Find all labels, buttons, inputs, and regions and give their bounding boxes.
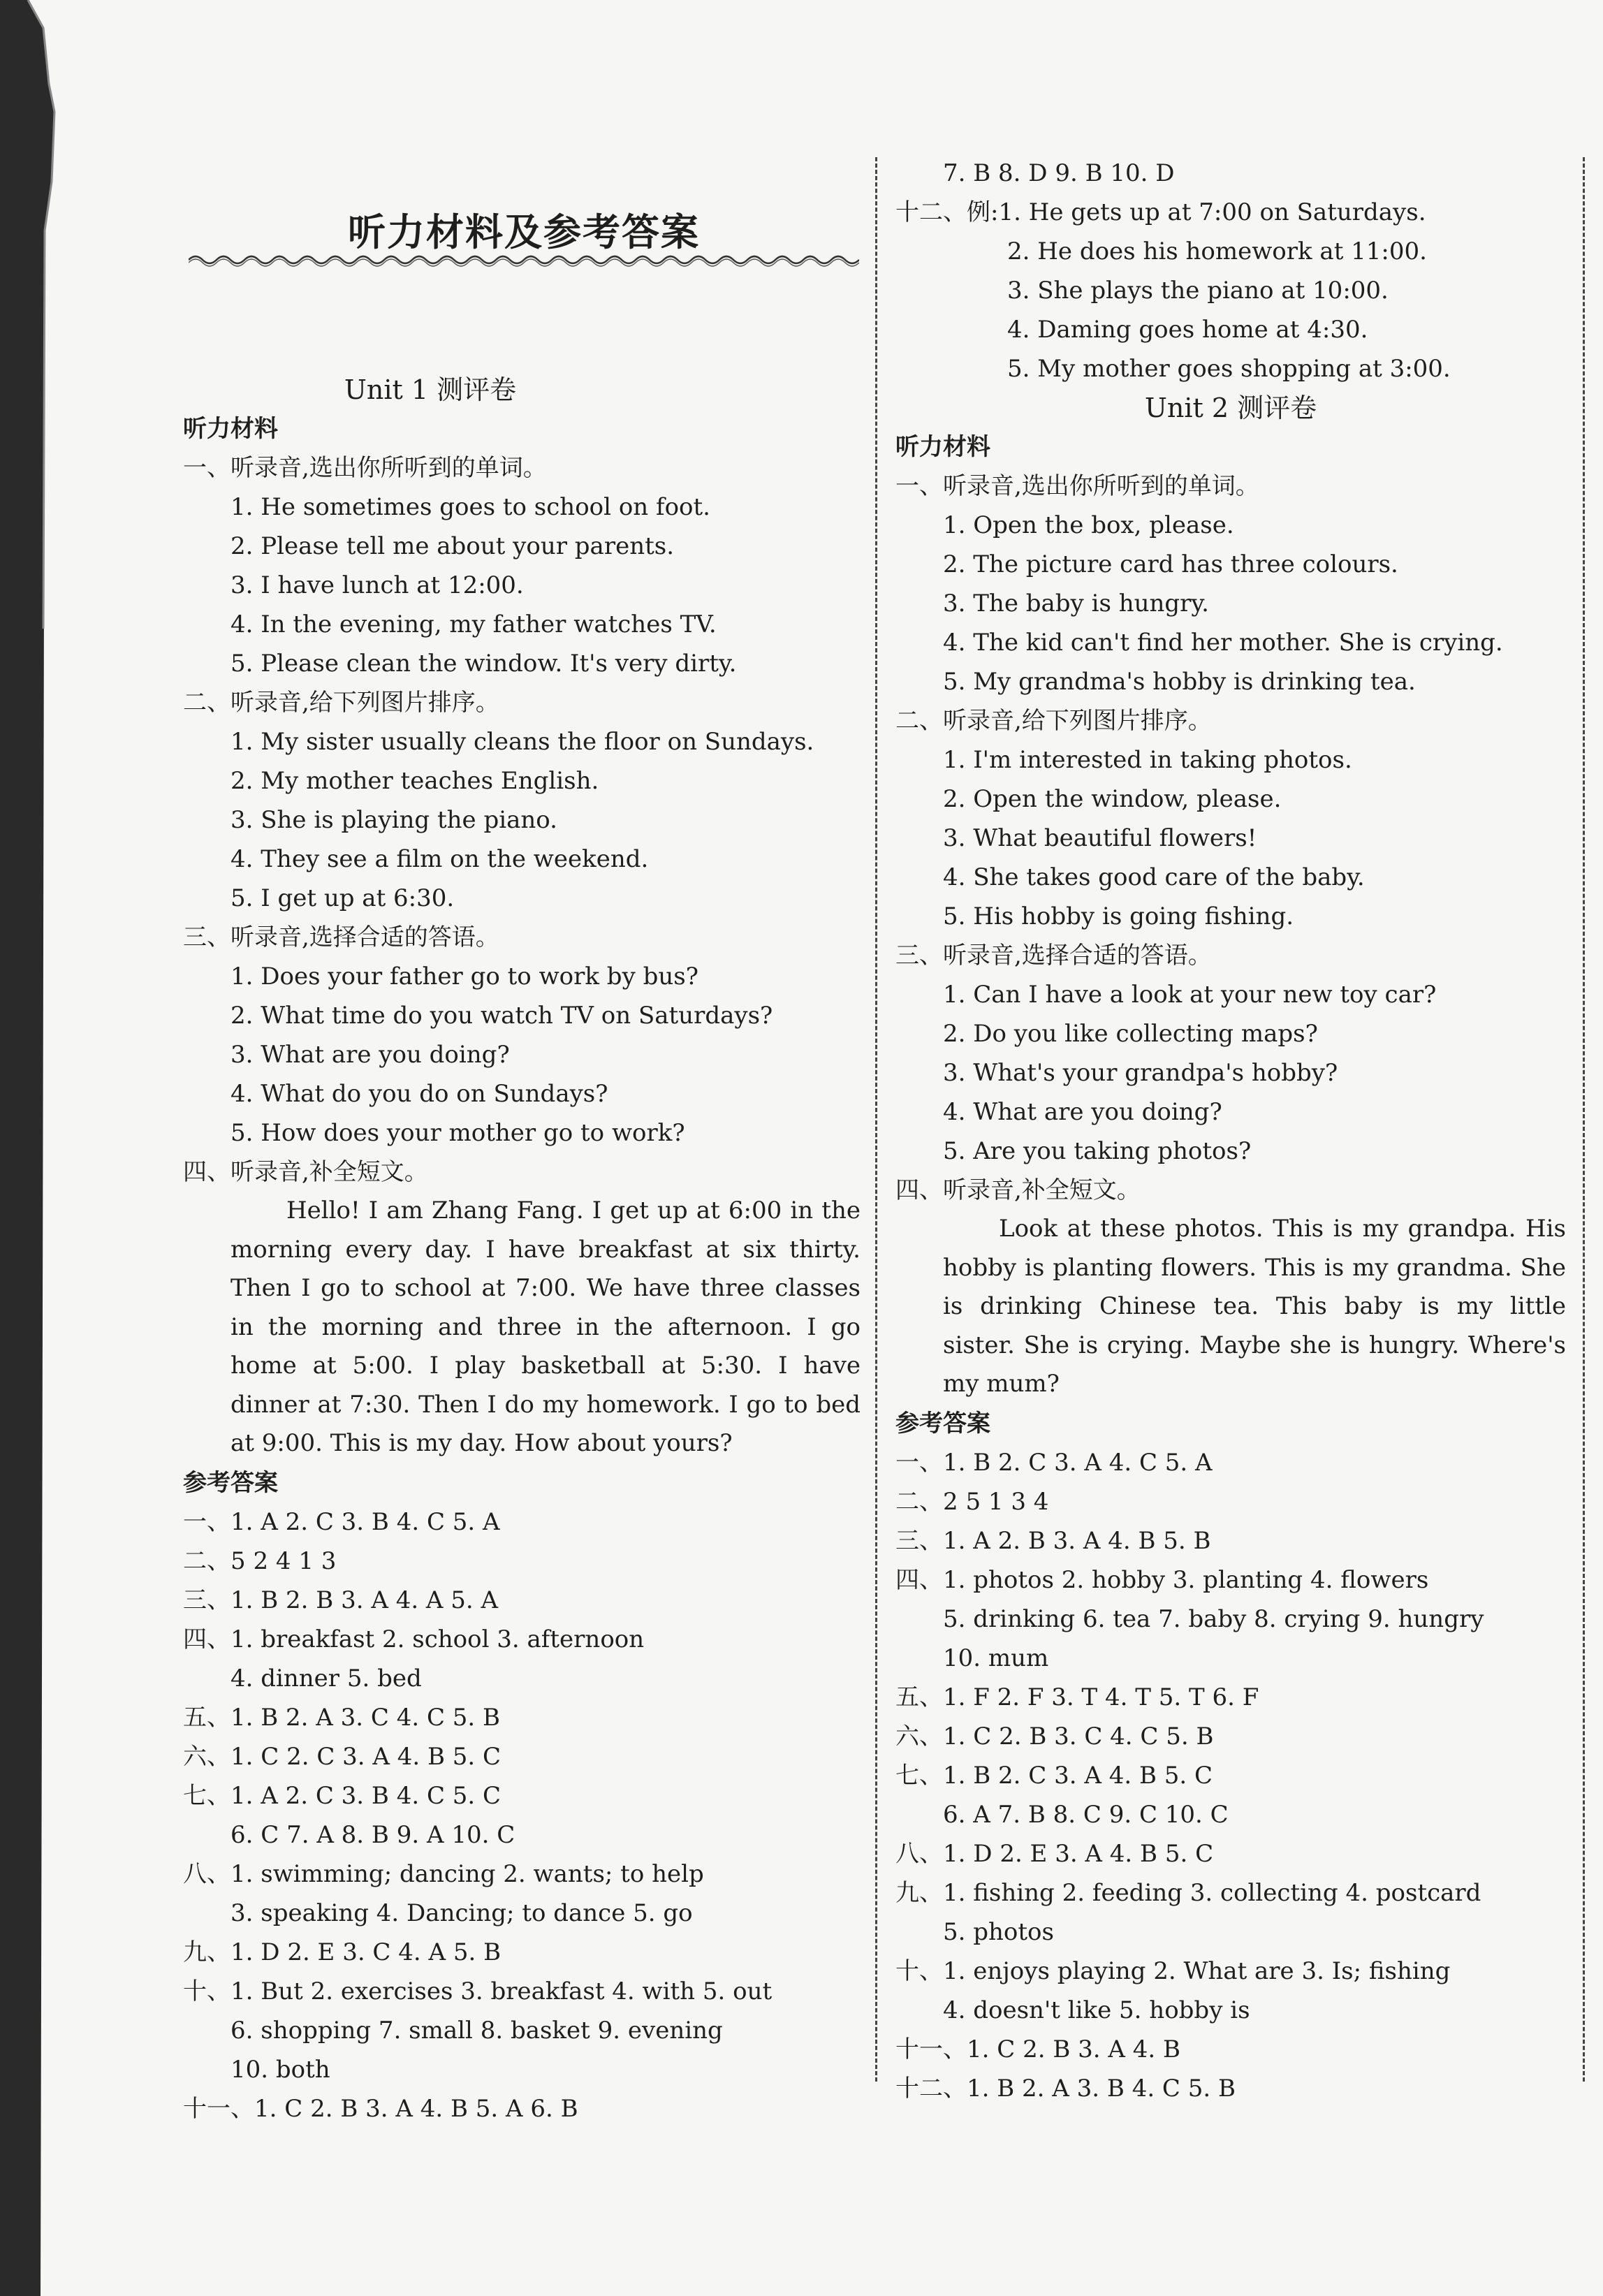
answer-line: 一、1. A 2. C 3. B 4. C 5. A bbox=[183, 1507, 500, 1536]
section-header: 一、听录音,选出你所听到的单词。 bbox=[183, 454, 547, 482]
list-item: 2. The picture card has three colours. bbox=[943, 550, 1398, 578]
list-item: 3. She is playing the piano. bbox=[230, 806, 557, 834]
list-item: 1. Open the box, please. bbox=[943, 511, 1234, 539]
answer-line: 一、1. B 2. C 3. A 4. C 5. A bbox=[895, 1448, 1213, 1477]
answer-line: 七、1. B 2. C 3. A 4. B 5. C bbox=[895, 1761, 1213, 1790]
passage: Hello! I am Zhang Fang. I get up at 6:00 in the morning every day. I have breakfast at six thirty. Then I go to school at 7:00. We have three classes in the morning and three in the afternoon. I go home at 5:00. I play basketball at 5:30. I have dinner at 7:30. Then I do my homework. I go to bed at 9:00. This is my day. How about yours? bbox=[230, 1197, 861, 1457]
answer-line: 八、1. D 2. E 3. A 4. B 5. C bbox=[895, 1839, 1214, 1868]
section-header: 四、听录音,补全短文。 bbox=[183, 1158, 428, 1186]
list-item: 4. In the evening, my father watches TV. bbox=[230, 610, 717, 638]
answer-line: 五、1. B 2. A 3. C 4. C 5. B bbox=[183, 1703, 501, 1732]
answer-line: 二、5 2 4 1 3 bbox=[183, 1546, 337, 1575]
section-header: 一、听录音,选出你所听到的单词。 bbox=[895, 472, 1259, 500]
answer-line: 四、1. photos 2. hobby 3. planting 4. flowers bbox=[895, 1565, 1429, 1594]
list-item: 3. What beautiful flowers! bbox=[943, 824, 1257, 852]
list-item: 3. What's your grandpa's hobby? bbox=[943, 1059, 1338, 1087]
list-item: 4. The kid can't find her mother. She is crying. bbox=[943, 629, 1503, 657]
unit1-heading: Unit 1 测评卷 bbox=[344, 374, 517, 405]
answer-line: 十一、1. C 2. B 3. A 4. B bbox=[895, 2035, 1180, 2063]
list-item: 1. He sometimes goes to school on foot. bbox=[230, 493, 710, 521]
listening-label: 听力材料 bbox=[183, 415, 278, 443]
passage: Look at these photos. This is my grandpa. His hobby is planting flowers. This is my grandma. She is drinking Chinese tea. This baby is my little sister. She is crying. Maybe she is hungry. Where's my mum? bbox=[943, 1215, 1566, 1398]
answer-line: 三、1. B 2. B 3. A 4. A 5. A bbox=[183, 1586, 499, 1614]
list-item: 5. I get up at 6:30. bbox=[230, 884, 455, 912]
title-wavy-underline bbox=[189, 253, 859, 267]
answer-line: 5. My mother goes shopping at 3:00. bbox=[1007, 355, 1451, 383]
answer-line: 2. He does his homework at 11:00. bbox=[1007, 237, 1427, 265]
answer-line: 九、1. D 2. E 3. C 4. A 5. B bbox=[183, 1938, 502, 1966]
answer-line: 十、1. But 2. exercises 3. breakfast 4. with 5. out bbox=[183, 1977, 773, 2005]
answer-line: 4. doesn't like 5. hobby is bbox=[943, 1996, 1250, 2024]
list-item: 1. I'm interested in taking photos. bbox=[943, 746, 1352, 774]
list-item: 1. My sister usually cleans the floor on Sundays. bbox=[230, 728, 814, 756]
list-item: 1. Can I have a look at your new toy car? bbox=[943, 981, 1437, 1009]
section-header: 二、听录音,给下列图片排序。 bbox=[183, 689, 499, 717]
answer-line: 九、1. fishing 2. feeding 3. collecting 4. postcard bbox=[895, 1878, 1481, 1907]
column-divider bbox=[875, 157, 877, 2082]
section-header: 三、听录音,选择合适的答语。 bbox=[183, 923, 499, 951]
section-header: 四、听录音,补全短文。 bbox=[895, 1176, 1141, 1204]
list-item: 5. Are you taking photos? bbox=[943, 1137, 1252, 1165]
list-item: 2. Open the window, please. bbox=[943, 785, 1282, 813]
answer-line: 四、1. breakfast 2. school 3. afternoon bbox=[183, 1625, 645, 1653]
answers-label: 参考答案 bbox=[895, 1409, 990, 1438]
answer-line: 3. She plays the piano at 10:00. bbox=[1007, 277, 1389, 305]
answer-line: 6. C 7. A 8. B 9. A 10. C bbox=[230, 1820, 515, 1849]
answer-line: 5. drinking 6. tea 7. baby 8. crying 9. hungry bbox=[943, 1604, 1484, 1633]
unit2-heading: Unit 2 测评卷 bbox=[1144, 393, 1317, 423]
answer-line: 10. both bbox=[230, 2055, 330, 2084]
answer-line: 7. B 8. D 9. B 10. D bbox=[943, 159, 1175, 187]
answer-line: 4. Daming goes home at 4:30. bbox=[1007, 316, 1368, 344]
right-column bbox=[895, 154, 1566, 2108]
answer-line: 十一、1. C 2. B 3. A 4. B 5. A 6. B bbox=[183, 2094, 578, 2123]
list-item: 3. I have lunch at 12:00. bbox=[230, 571, 524, 599]
right-margin-line bbox=[1583, 157, 1585, 2082]
page-binding-edge bbox=[0, 0, 63, 2296]
list-item: 3. The baby is hungry. bbox=[943, 590, 1209, 617]
answer-line: 十二、1. B 2. A 3. B 4. C 5. B bbox=[895, 2074, 1236, 2103]
answer-line: 十二、例:1. He gets up at 7:00 on Saturdays. bbox=[895, 198, 1426, 226]
answer-line: 三、1. A 2. B 3. A 4. B 5. B bbox=[895, 1526, 1211, 1555]
list-item: 4. What do you do on Sundays? bbox=[230, 1080, 608, 1108]
list-item: 4. What are you doing? bbox=[943, 1098, 1222, 1126]
section-header: 三、听录音,选择合适的答语。 bbox=[895, 942, 1212, 970]
answer-line: 十、1. enjoys playing 2. What are 3. Is; fishing bbox=[895, 1957, 1451, 1985]
listening-label: 听力材料 bbox=[895, 433, 990, 461]
list-item: 2. What time do you watch TV on Saturdays? bbox=[230, 1002, 773, 1030]
answers-label: 参考答案 bbox=[183, 1468, 278, 1497]
list-item: 4. They see a film on the weekend. bbox=[230, 845, 649, 873]
list-item: 5. How does your mother go to work? bbox=[230, 1119, 685, 1147]
answer-line: 七、1. A 2. C 3. B 4. C 5. C bbox=[183, 1781, 502, 1810]
list-item: 2. Do you like collecting maps? bbox=[943, 1020, 1318, 1048]
answer-line: 10. mum bbox=[943, 1644, 1049, 1672]
left-column bbox=[183, 370, 861, 2128]
answer-line: 六、1. C 2. C 3. A 4. B 5. C bbox=[183, 1742, 502, 1771]
answer-line: 五、1. F 2. F 3. T 4. T 5. T 6. F bbox=[895, 1683, 1259, 1711]
list-item: 2. Please tell me about your parents. bbox=[230, 532, 675, 560]
list-item: 3. What are you doing? bbox=[230, 1041, 510, 1069]
answer-line: 4. dinner 5. bed bbox=[230, 1664, 422, 1692]
list-item: 4. She takes good care of the baby. bbox=[943, 863, 1365, 891]
list-item: 5. Please clean the window. It's very dirty. bbox=[230, 650, 737, 678]
answer-line: 6. shopping 7. small 8. basket 9. evening bbox=[230, 2016, 723, 2045]
answer-line: 6. A 7. B 8. C 9. C 10. C bbox=[943, 1800, 1229, 1829]
list-item: 1. Does your father go to work by bus? bbox=[230, 963, 698, 990]
answer-line: 3. speaking 4. Dancing; to dance 5. go bbox=[230, 1899, 693, 1927]
answer-line: 5. photos bbox=[943, 1917, 1054, 1946]
list-item: 5. My grandma's hobby is drinking tea. bbox=[943, 668, 1416, 696]
answer-line: 二、2 5 1 3 4 bbox=[895, 1487, 1049, 1516]
list-item: 5. His hobby is going fishing. bbox=[943, 902, 1294, 930]
list-item: 2. My mother teaches English. bbox=[230, 767, 599, 795]
section-header: 二、听录音,给下列图片排序。 bbox=[895, 707, 1212, 735]
answer-line: 六、1. C 2. B 3. C 4. C 5. B bbox=[895, 1722, 1214, 1750]
page-title: 听力材料及参考答案 bbox=[348, 210, 700, 254]
answer-line: 八、1. swimming; dancing 2. wants; to help bbox=[183, 1859, 704, 1888]
